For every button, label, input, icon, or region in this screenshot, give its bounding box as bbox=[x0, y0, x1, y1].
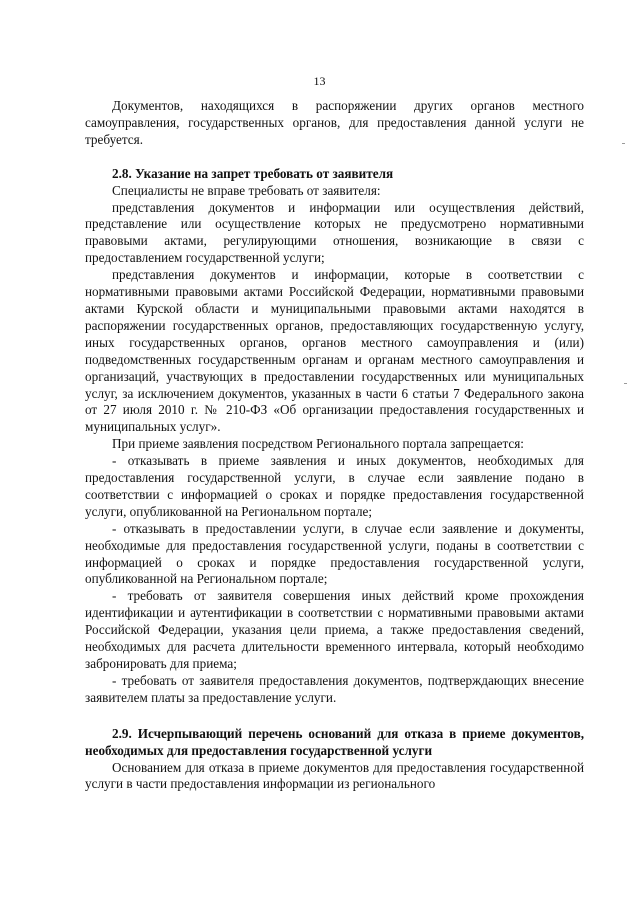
section-2-8-item: представления документов и информации или осуществления действий, представление или осуществление которых не предусмотрено нормативными правовыми актами, регулирующими отношения, возникающие в связи с предоставлением государственной услуги; bbox=[85, 199, 584, 266]
section-2-8-lead: Специалисты не вправе требовать от заявителя: bbox=[112, 182, 381, 198]
portal-item: - отказывать в предоставлении услуги, в случае если заявление и документы, необходимые для предоставления государственной услуги, поданы в соответствии с информацией о сроках и порядке предоставления государственной услуги, опубликованной на Региональном портале; bbox=[85, 520, 584, 587]
section-2-8-heading: 2.8. Указание на запрет требовать от заявителя bbox=[112, 165, 394, 181]
portal-item: - требовать от заявителя совершения иных действий кроме прохождения идентификации и аутентификации в соответствии с нормативными правовыми актами Российской Федерации, указания цели приема, а также предоставления сведений, необходимых для расчета длительности временного интервала, который необходимо забронировать для приема; bbox=[85, 588, 584, 671]
portal-item: - отказывать в приеме заявления и иных документов, необходимых для предоставления государственной услуги, в случае если заявление подано в соответствии с информацией о сроках и порядке предоставления государственной услуги, опубликованной на Региональном портале; bbox=[85, 453, 584, 519]
page-number: 13 bbox=[313, 74, 326, 88]
scan-margin-mark bbox=[624, 383, 627, 384]
portal-item: - требовать от заявителя предоставления документов, подтверждающих внесение заявителем платы за предоставление услуги. bbox=[85, 672, 584, 705]
section-2-8-item: представления документов и информации, которые в соответствии с нормативными правовыми актами Российской Федерации, нормативными правовыми актами Курской области и муниципальными правовыми актами находятся в распоряжении государственных органов, предоставляющих государственную услугу, иных государственных органов, органов местного самоуправления и (или) подведомственных государственным органам и органам местного самоуправления и организаций, участвующих в предоставлении государственных или муниципальных услуг, за исключением документов, указанных в части 6 статьи 7 Федерального закона от 27 июля 2010 г. № 210-ФЗ «Об организации предоставления государственных и муниципальных услуг». bbox=[85, 267, 584, 435]
section-2-9-paragraph: Основанием для отказа в приеме документов для предоставления государственной услуги в части предоставления информации из регионального bbox=[85, 759, 584, 792]
intro-paragraph: Документов, находящихся в распоряжении других органов местного самоуправления, государственных органов, для предоставления данной услуги не требуется. bbox=[85, 98, 584, 147]
spacer bbox=[85, 707, 584, 726]
portal-lead: При приеме заявления посредством Регионального портала запрещается: bbox=[112, 436, 524, 452]
document-body bbox=[85, 98, 584, 793]
section-2-9-heading: 2.9. Исчерпывающий перечень оснований для отказа в приеме документов, необходимых для предоставления государственной услуги bbox=[85, 725, 584, 758]
scan-margin-mark bbox=[622, 143, 625, 144]
spacer bbox=[85, 149, 584, 166]
